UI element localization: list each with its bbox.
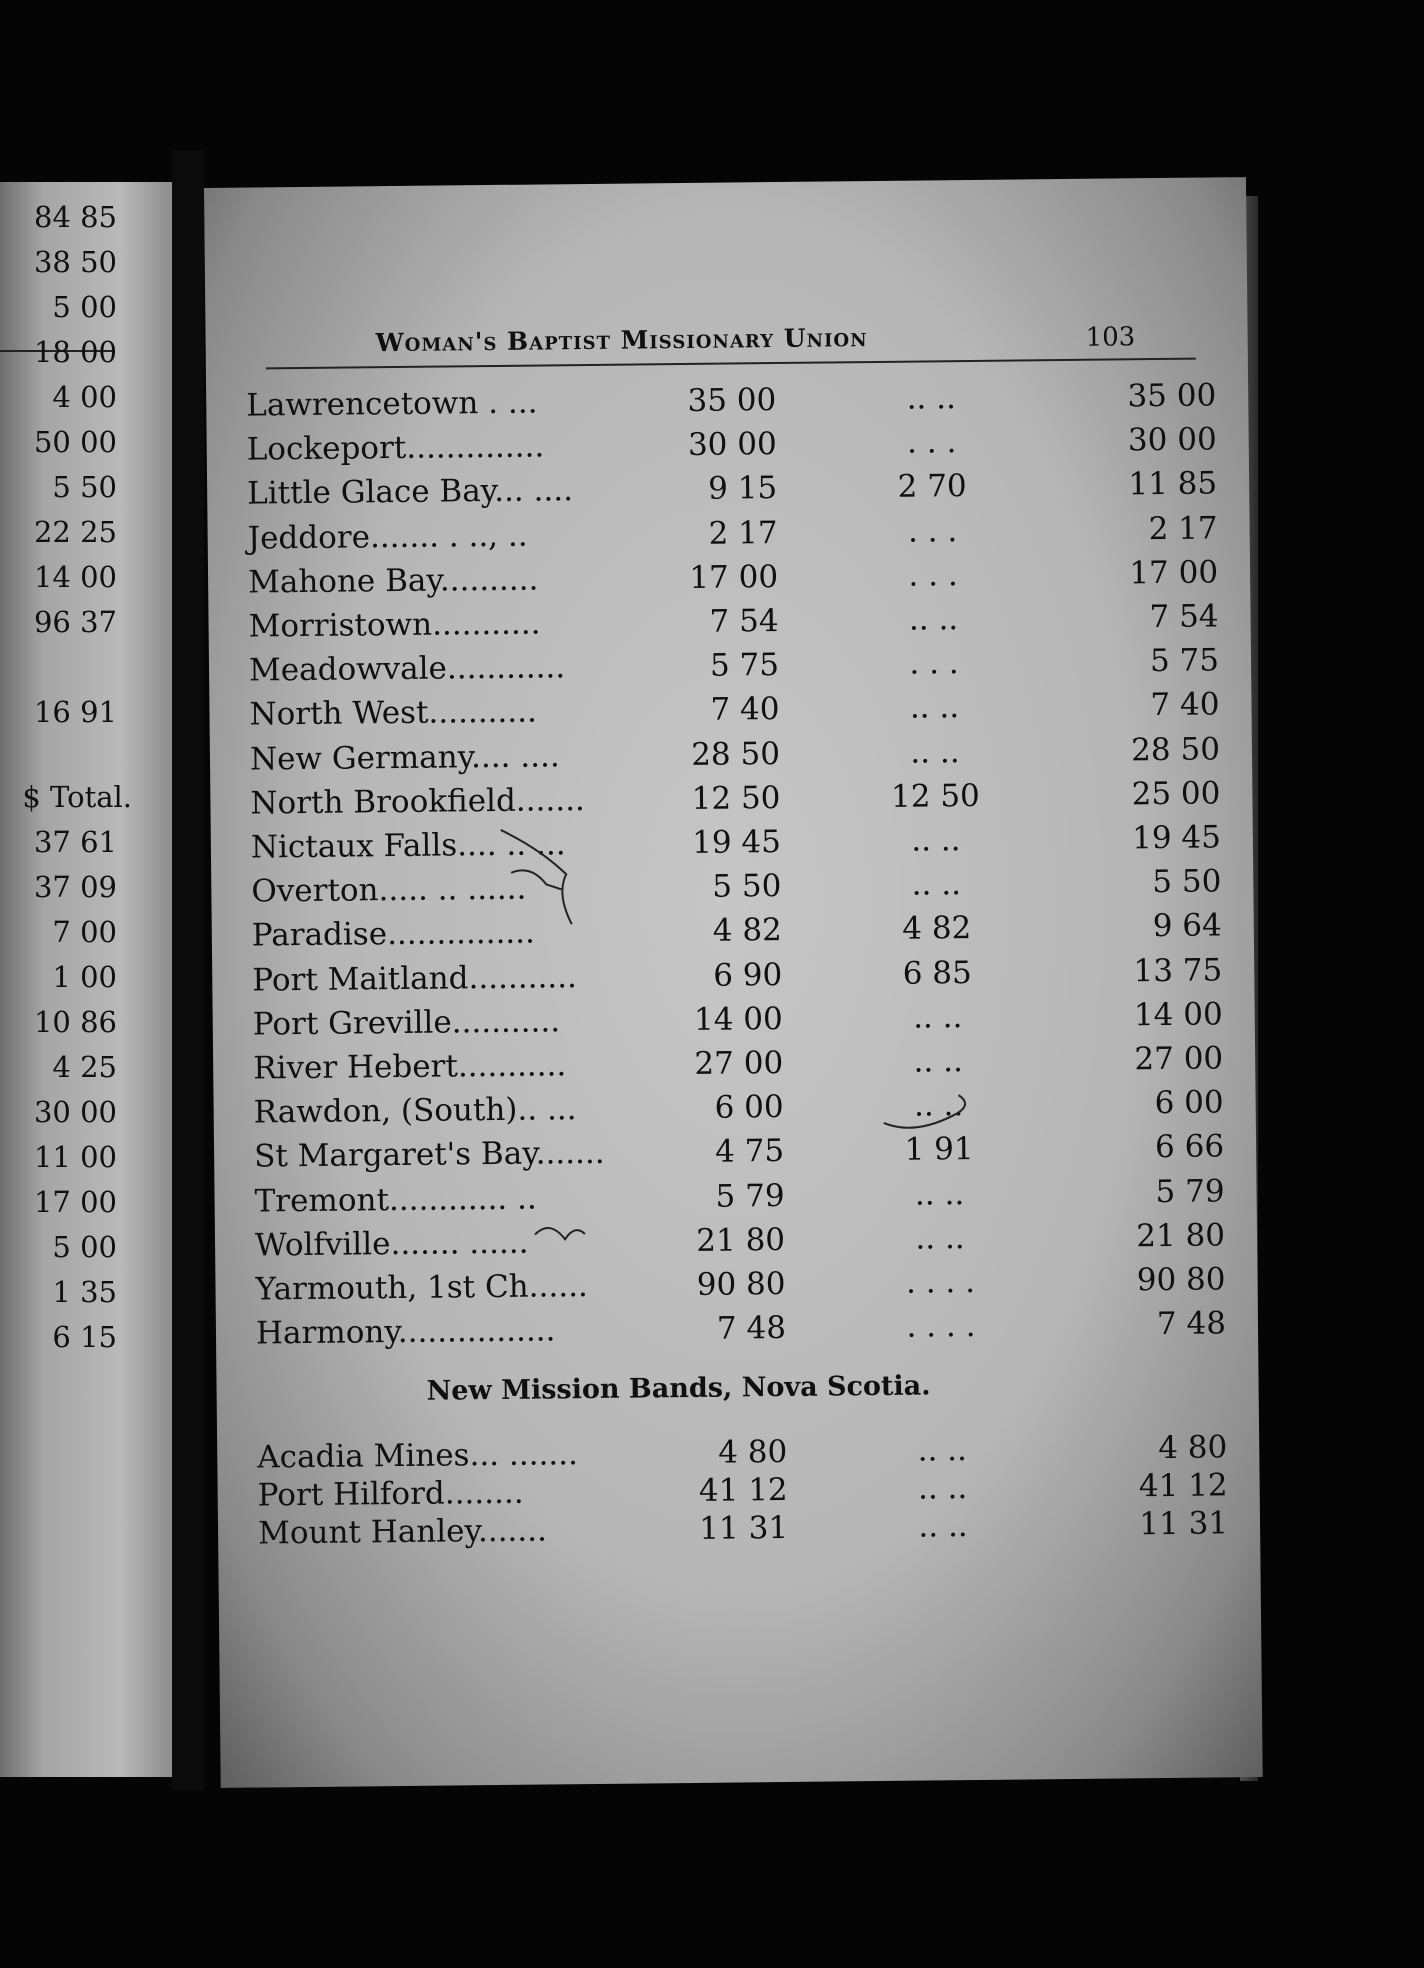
row-label: Nictaux Falls xyxy=(250,827,458,866)
left-page-number: 16 91 xyxy=(33,695,117,729)
row-second-amount: .. .. xyxy=(914,1175,965,1213)
row-label: Harmony xyxy=(255,1314,398,1352)
row-name xyxy=(248,561,539,600)
row-leader-dots: .... .... xyxy=(470,737,560,775)
row-name xyxy=(253,1047,566,1086)
row-name xyxy=(249,649,565,688)
row-amount: 11 31 xyxy=(699,1510,789,1548)
row-label: Lawrencetown . xyxy=(246,384,499,424)
left-page-number: 14 00 xyxy=(33,560,117,594)
left-page-number: 5 00 xyxy=(52,1230,117,1264)
row-label: Little Glace Bay xyxy=(247,473,495,512)
row-total: 7 40 xyxy=(1150,686,1220,724)
left-page-number: 96 37 xyxy=(33,605,117,639)
row-total: 35 00 xyxy=(1127,377,1217,415)
row-total: 5 79 xyxy=(1155,1172,1225,1210)
row-second-amount: . . . xyxy=(909,645,959,682)
row-label: Meadowvale xyxy=(248,650,448,689)
header-rule xyxy=(266,358,1196,370)
row-second-amount: . . . . xyxy=(906,1308,976,1345)
row-label: North Brookfield xyxy=(250,782,517,822)
left-page-number: 1 35 xyxy=(52,1275,117,1309)
left-page-number: 37 09 xyxy=(33,870,117,904)
left-page-number: 30 00 xyxy=(33,1095,117,1129)
row-leader-dots: ............ xyxy=(446,649,566,687)
row-second-amount: .. .. xyxy=(917,1470,968,1507)
row-second-amount: .. .. xyxy=(910,733,960,771)
row-label: Yarmouth, 1st Ch xyxy=(255,1268,529,1308)
page-gutter xyxy=(172,150,204,1790)
row-label: Jeddore xyxy=(247,518,371,557)
row-leader-dots: ........... xyxy=(451,1003,561,1041)
left-page-number: 37 61 xyxy=(33,825,117,859)
row-total: 28 50 xyxy=(1130,730,1221,768)
left-page-number: 4 25 xyxy=(52,1050,117,1084)
row-amount: 41 12 xyxy=(698,1472,788,1510)
row-name xyxy=(252,915,535,954)
row-total: 4 80 xyxy=(1158,1429,1228,1467)
row-leader-dots: ....... . .., .. xyxy=(369,517,528,555)
row-name xyxy=(247,517,527,556)
row-label: Overton xyxy=(251,872,379,910)
row-name xyxy=(248,606,540,645)
row-name xyxy=(255,1224,529,1263)
row-label: North West xyxy=(249,695,429,733)
left-page-number: 5 50 xyxy=(52,470,117,504)
row-label: Wolfville xyxy=(254,1225,391,1264)
row-second-amount: .. .. xyxy=(911,866,962,903)
row-total: 7 48 xyxy=(1156,1305,1227,1343)
row-leader-dots: ....... xyxy=(477,1512,548,1550)
left-page-number: $ Total. xyxy=(22,780,132,814)
left-page-number: 1 00 xyxy=(52,960,117,994)
row-name xyxy=(251,826,566,865)
row-amount: 12 50 xyxy=(691,779,781,817)
row-name xyxy=(258,1513,547,1552)
row-name xyxy=(258,1475,524,1514)
left-page-number: 17 00 xyxy=(33,1185,117,1219)
row-label: St Margaret's Bay xyxy=(253,1135,536,1175)
row-name xyxy=(256,1313,556,1352)
row-total: 14 00 xyxy=(1133,996,1223,1034)
row-amount: 6 00 xyxy=(714,1089,784,1126)
row-leader-dots: ....... ...... xyxy=(390,1224,529,1262)
row-label: Port Greville xyxy=(252,1004,452,1043)
row-amount: 5 50 xyxy=(712,868,782,905)
row-leader-dots: ........... xyxy=(428,693,538,732)
left-page-number: 6 15 xyxy=(52,1320,117,1354)
row-label: Tremont xyxy=(254,1181,390,1220)
row-label: Port Maitland xyxy=(252,959,469,999)
left-page-number: 84 85 xyxy=(33,200,117,234)
row-amount: 17 00 xyxy=(689,558,779,596)
row-amount: 30 00 xyxy=(687,426,777,464)
row-amount: 14 00 xyxy=(693,1000,783,1038)
running-head: Woman's Baptist Missionary Union xyxy=(375,323,868,358)
row-amount: 7 48 xyxy=(716,1310,787,1347)
page-number: 103 xyxy=(1085,322,1136,353)
row-name xyxy=(254,1135,605,1175)
row-total: 6 66 xyxy=(1154,1128,1225,1166)
row-leader-dots: ................ xyxy=(397,1312,556,1351)
row-leader-dots: ............ .. xyxy=(388,1180,537,1218)
row-second-amount: 12 50 xyxy=(890,777,980,815)
row-total: 7 54 xyxy=(1149,598,1219,636)
row-label: New Germany xyxy=(249,738,472,778)
left-page-number: 38 50 xyxy=(33,245,117,279)
row-amount: 6 90 xyxy=(713,956,783,994)
row-total: 5 75 xyxy=(1149,642,1220,680)
row-name xyxy=(246,385,538,424)
row-label: Mahone Bay xyxy=(247,562,440,601)
row-name xyxy=(250,782,585,821)
row-name xyxy=(249,694,537,733)
row-amount: 28 50 xyxy=(691,735,781,773)
row-second-amount: .. .. xyxy=(911,822,961,859)
row-leader-dots: ... ....... xyxy=(469,1436,579,1474)
left-page-number: 4 00 xyxy=(52,380,117,414)
row-name xyxy=(247,429,545,468)
row-label: Paradise xyxy=(251,916,388,954)
row-second-amount: 2 70 xyxy=(897,468,967,506)
row-leader-dots: ........... xyxy=(468,958,578,996)
row-label: Lockeport xyxy=(246,430,407,468)
row-amount: 5 75 xyxy=(709,647,780,684)
row-second-amount: .. .. xyxy=(912,998,963,1036)
row-total: 17 00 xyxy=(1129,554,1219,592)
row-amount: 4 82 xyxy=(712,912,782,950)
row-second-amount: . . . . xyxy=(905,1263,976,1301)
row-total: 27 00 xyxy=(1134,1040,1224,1078)
row-amount: 5 79 xyxy=(715,1177,785,1215)
row-total: 30 00 xyxy=(1127,421,1217,459)
row-total: 41 12 xyxy=(1138,1467,1228,1505)
row-total: 9 64 xyxy=(1152,907,1222,945)
row-amount: 2 17 xyxy=(708,514,778,552)
row-second-amount: .. .. xyxy=(906,380,957,417)
row-name xyxy=(253,1091,576,1130)
row-name xyxy=(254,1180,537,1219)
row-second-amount: 1 91 xyxy=(904,1131,974,1169)
row-name xyxy=(247,473,573,512)
row-second-amount: .. .. xyxy=(909,689,960,727)
row-total: 25 00 xyxy=(1131,775,1221,813)
row-name xyxy=(251,871,526,910)
row-leader-dots: ............... xyxy=(386,914,536,953)
row-leader-dots: .... .. ... xyxy=(456,826,566,864)
row-total: 19 45 xyxy=(1131,819,1222,857)
row-amount: 35 00 xyxy=(687,382,777,419)
row-name xyxy=(255,1268,588,1307)
row-second-amount: . . . xyxy=(907,512,958,550)
left-page-number: 10 86 xyxy=(33,1005,117,1039)
row-name xyxy=(252,959,577,998)
row-second-amount: 4 82 xyxy=(902,910,972,948)
row-total: 90 80 xyxy=(1136,1261,1226,1299)
row-name xyxy=(257,1437,578,1476)
row-second-amount: .. .. xyxy=(915,1219,965,1257)
section-title: New Mission Bands, Nova Scotia. xyxy=(426,1370,931,1408)
row-second-amount: . . . xyxy=(906,424,957,461)
left-page-number: 11 00 xyxy=(33,1140,117,1174)
row-name xyxy=(253,1003,561,1042)
row-amount: 4 75 xyxy=(714,1133,785,1171)
row-leader-dots: ........ xyxy=(444,1475,524,1512)
row-leader-dots: ... xyxy=(497,384,538,421)
left-page-number: 22 25 xyxy=(33,515,117,549)
row-leader-dots: .............. xyxy=(406,428,545,467)
row-amount: 21 80 xyxy=(696,1221,786,1259)
row-label: Mount Hanley xyxy=(257,1513,479,1552)
table-row xyxy=(257,1505,1229,1560)
row-second-amount: .. .. xyxy=(908,601,959,638)
left-page-number: 50 00 xyxy=(33,425,117,459)
row-label: Morristown xyxy=(248,606,433,645)
left-page-number: 18 00 xyxy=(33,335,117,369)
row-leader-dots: ....... xyxy=(515,781,585,819)
row-amount: 90 80 xyxy=(696,1265,786,1303)
left-page xyxy=(0,182,172,1777)
row-label: Rawdon, (South) xyxy=(253,1091,518,1131)
row-total: 6 00 xyxy=(1154,1084,1224,1122)
row-second-amount: .. .. xyxy=(913,1043,964,1080)
row-leader-dots: ... .... xyxy=(493,472,574,510)
row-amount: 19 45 xyxy=(691,823,782,861)
row-amount: 4 80 xyxy=(718,1434,788,1472)
row-second-amount: .. .. xyxy=(913,1087,964,1124)
row-amount: 27 00 xyxy=(694,1044,784,1082)
row-total: 5 50 xyxy=(1152,863,1222,901)
row-leader-dots: .. ... xyxy=(517,1091,577,1128)
row-label: Acadia Mines xyxy=(257,1437,470,1476)
row-total: 13 75 xyxy=(1133,951,1223,989)
row-amount: 7 40 xyxy=(710,691,780,729)
row-second-amount: .. .. xyxy=(917,1432,968,1469)
table-row xyxy=(255,1305,1227,1360)
row-leader-dots: ...... xyxy=(528,1268,588,1305)
row-name xyxy=(250,738,560,777)
row-leader-dots: .......... xyxy=(439,561,539,599)
row-total: 21 80 xyxy=(1136,1217,1226,1255)
right-page xyxy=(204,177,1263,1788)
row-total: 2 17 xyxy=(1148,509,1218,547)
row-label: River Hebert xyxy=(253,1048,459,1087)
row-leader-dots: ..... .. ...... xyxy=(378,870,527,909)
row-leader-dots: ........... xyxy=(457,1047,567,1085)
row-second-amount: 6 85 xyxy=(902,954,972,992)
row-total: 11 31 xyxy=(1139,1505,1229,1543)
row-leader-dots: ........... xyxy=(431,605,541,643)
row-label: Port Hilford xyxy=(257,1475,445,1514)
row-leader-dots: ....... xyxy=(535,1135,605,1172)
row-total: 11 85 xyxy=(1128,465,1218,503)
row-second-amount: . . . xyxy=(908,556,958,594)
row-second-amount: .. .. xyxy=(918,1508,968,1545)
row-amount: 9 15 xyxy=(707,470,778,508)
left-page-number: 5 00 xyxy=(52,290,117,324)
left-page-number: 7 00 xyxy=(52,915,117,949)
row-amount: 7 54 xyxy=(709,603,779,640)
